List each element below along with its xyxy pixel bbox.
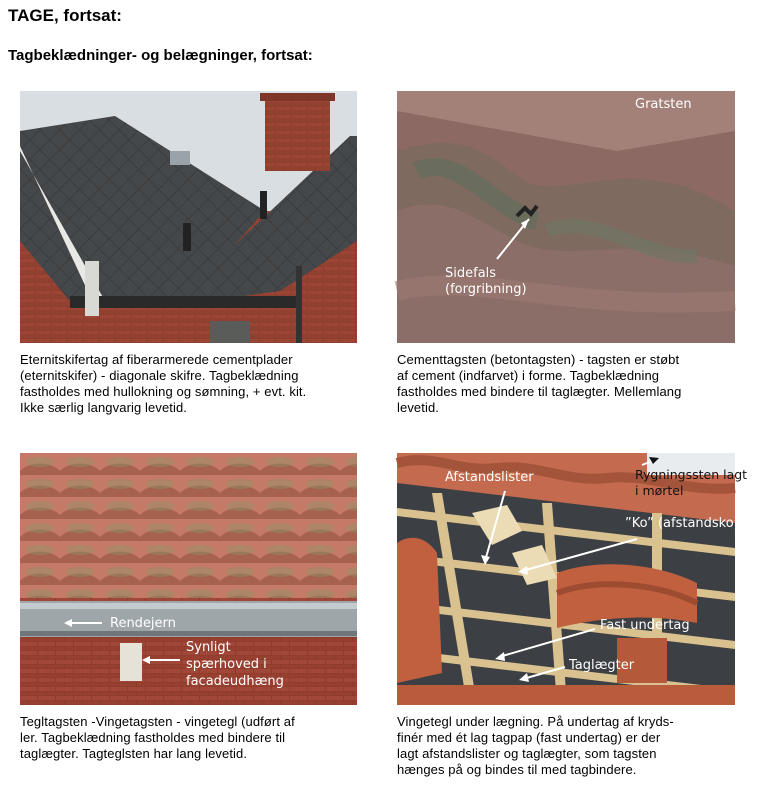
label-rendejern: Rendejern: [110, 616, 176, 631]
caption-line: ler. Tagbeklædning fastholdes med bindere til: [20, 730, 286, 745]
label-forgribning: (forgribning): [445, 282, 527, 297]
caption-cement: [397, 352, 747, 416]
label-gratsten: Gratsten: [635, 97, 692, 112]
caption-line: Cementtagsten (betontagsten) - tagsten er støbt: [397, 352, 680, 367]
label-taglaegter: Taglægter: [569, 658, 635, 673]
caption-laying: [397, 714, 747, 778]
label-moertel: i mørtel: [635, 483, 684, 498]
caption-line: fastholdes med bindere til taglægter. Mellemlang: [397, 384, 682, 399]
section-subtitle: Tagbeklædninger- og belægninger, fortsat:: [8, 47, 313, 64]
photo-tile-laying: [397, 453, 748, 705]
caption-line: hænges på og bindes til med tagbindere.: [397, 762, 637, 777]
label-ko: ”Ko” (afstandsko): [625, 516, 739, 531]
page-title: TAGE, fortsat:: [8, 6, 122, 25]
caption-line: finér med ét lag tagpap (fast undertag) er der: [397, 730, 661, 745]
photo-clay-tiles: [20, 453, 357, 705]
photo-eternit-roof: [20, 91, 357, 343]
label-spaerhoved: spærhoved i: [186, 657, 267, 672]
caption-eternit: [20, 352, 365, 416]
caption-line: taglægter. Tagteglsten har lang levetid.: [20, 746, 248, 761]
caption-line: levetid.: [397, 400, 439, 415]
label-sidefals: Sidefals: [445, 266, 497, 281]
label-synligt: Synligt: [186, 640, 231, 655]
label-rygningssten: Rygningssten lagt: [635, 467, 748, 482]
photo-cement-tiles: [397, 91, 735, 343]
caption-line: Tegltagsten -Vingetagsten - vingetegl (udført af: [20, 714, 295, 729]
caption-clay: [20, 714, 370, 762]
caption-line: lagt afstandslister og taglægter, som tagsten: [397, 746, 657, 761]
caption-line: af cement (indfarvet) i forme. Tagbeklædning: [397, 368, 660, 383]
caption-line: (eternitskifer) - diagonale skifre. Tagbeklædning: [20, 368, 299, 383]
caption-line: Eternitskifertag af fiberarmerede cementplader: [20, 352, 293, 367]
caption-line: Ikke særlig langvarig levetid.: [20, 400, 188, 415]
label-fast-undertag: Fast undertag: [600, 618, 690, 633]
label-afstandslister: Afstandslister: [445, 470, 534, 485]
caption-line: fastholdes med hullokning og sømning, + evt. kit.: [20, 384, 307, 399]
label-facadeudhaeng: facadeudhæng: [186, 674, 284, 689]
caption-line: Vingetegl under lægning. På undertag af kryds-: [397, 714, 674, 729]
